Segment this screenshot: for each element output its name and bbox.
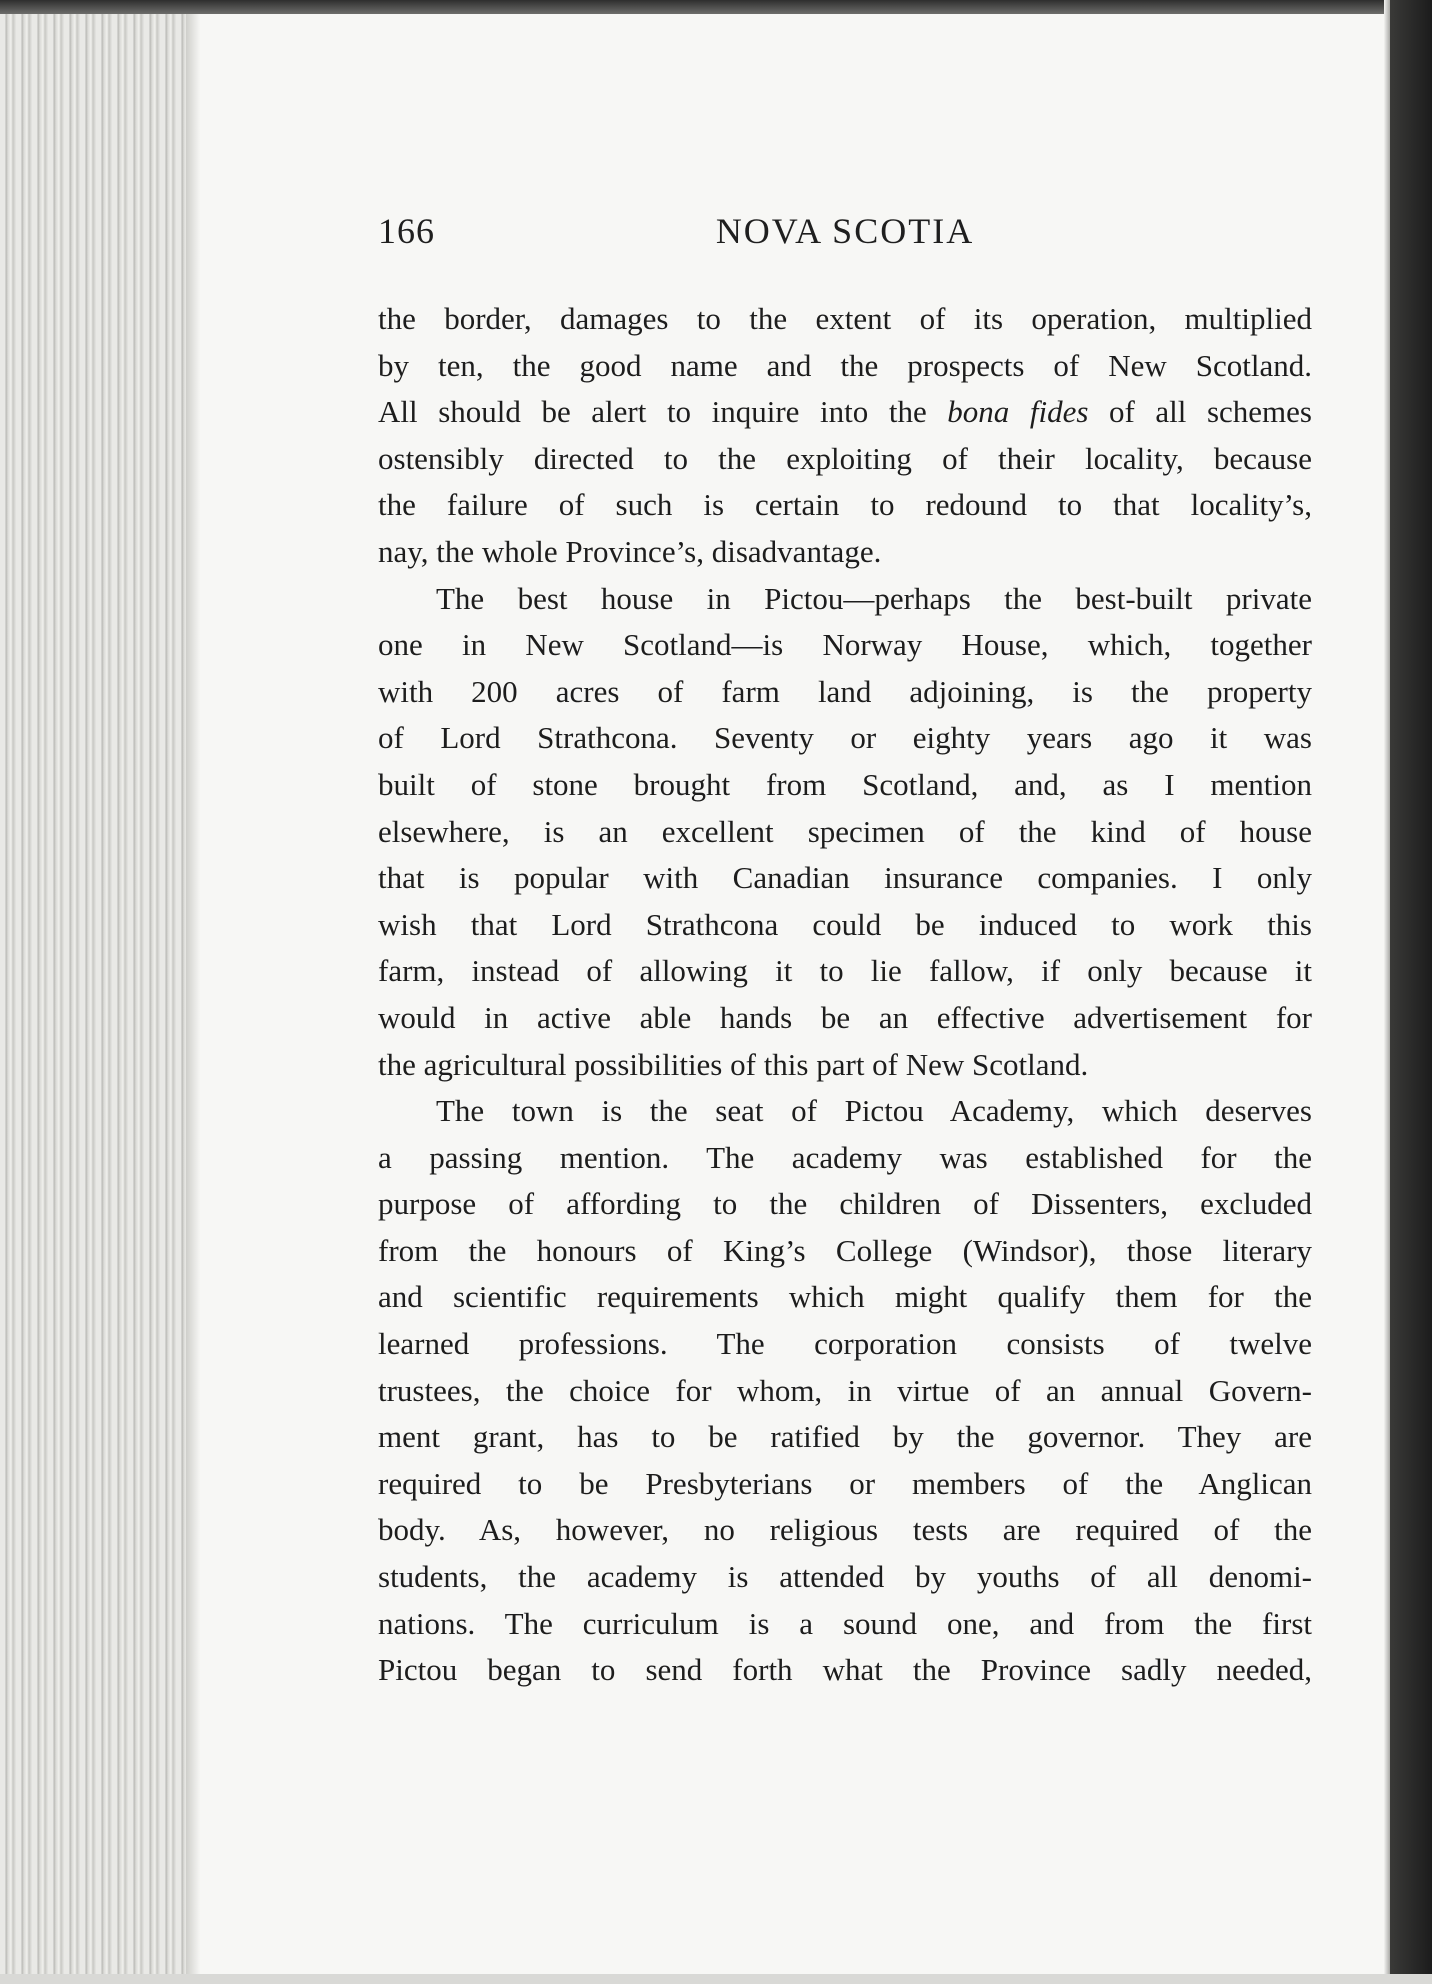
- text-run: of all schemes: [1088, 394, 1312, 430]
- text-line: required to be Presbyterians or members of the Anglican: [378, 1465, 1312, 1501]
- text-line: farm, instead of allowing it to lie fallow, if only because it: [378, 953, 1312, 989]
- text-line: a passing mention. The academy was established for the: [378, 1139, 1312, 1175]
- body-text: [378, 296, 1312, 1694]
- text-line: purpose of affording to the children of Dissenters, excluded: [378, 1186, 1312, 1222]
- text-line: built of stone brought from Scotland, and, as I mention: [378, 766, 1312, 802]
- paragraph: [378, 576, 1312, 1089]
- text-line: one in New Scotland—is Norway House, which, together: [378, 627, 1312, 663]
- scan-bottom-border: [0, 1974, 1432, 1984]
- text-line: learned professions. The corporation consists of twelve: [378, 1326, 1312, 1362]
- book-page-edges: [0, 0, 200, 1984]
- text-line: the agricultural possibilities of this part of New Scotland.: [378, 1046, 1089, 1082]
- scan-top-border: [0, 0, 1432, 14]
- text-line: from the honours of King’s College (Windsor), those literary: [378, 1232, 1312, 1268]
- text-run: All should be alert to inquire into the: [378, 394, 948, 430]
- paragraph: [378, 1088, 1312, 1694]
- paragraph: [378, 296, 1312, 576]
- text-line: The town is the seat of Pictou Academy, which deserves: [436, 1093, 1312, 1129]
- page-number: 166: [378, 211, 435, 251]
- text-line: that is popular with Canadian insurance companies. I only: [378, 860, 1312, 896]
- italic-phrase: bona fides: [947, 394, 1089, 430]
- text-line: elsewhere, is an excellent specimen of the kind of house: [378, 813, 1312, 849]
- text-line: nay, the whole Province’s, disadvantage.: [378, 533, 882, 569]
- book-page: [200, 14, 1384, 1974]
- text-line: ment grant, has to be ratified by the governor. They are: [378, 1419, 1312, 1455]
- text-line: and scientific requirements which might qualify them for the: [378, 1279, 1312, 1315]
- text-line: by ten, the good name and the prospects of New Scotland.: [378, 347, 1312, 383]
- page-header: [378, 210, 1312, 270]
- text-line: ostensibly directed to the exploiting of their locality, because: [378, 440, 1312, 476]
- text-line: Pictou began to send forth what the Province sadly needed,: [378, 1652, 1312, 1688]
- text-line: The best house in Pictou—perhaps the best-built private: [436, 580, 1312, 616]
- text-line: with 200 acres of farm land adjoining, is the property: [378, 673, 1312, 709]
- text-line: the failure of such is certain to redound to that locality’s,: [378, 487, 1312, 523]
- text-line: students, the academy is attended by youths of all denomi-: [378, 1559, 1312, 1595]
- text-line: body. As, however, no religious tests are required of the: [378, 1512, 1312, 1548]
- text-line: the border, damages to the extent of its operation, multiplied: [378, 301, 1312, 336]
- text-line: trustees, the choice for whom, in virtue of an annual Govern-: [378, 1372, 1312, 1408]
- text-line: would in active able hands be an effective advertisement for: [378, 999, 1312, 1035]
- text-line: [378, 389, 1312, 436]
- text-line: nations. The curriculum is a sound one, and from the first: [378, 1605, 1312, 1641]
- text-line: of Lord Strathcona. Seventy or eighty years ago it was: [378, 720, 1312, 756]
- running-head: NOVA SCOTIA: [715, 211, 975, 251]
- text-line: wish that Lord Strathcona could be induced to work this: [378, 906, 1312, 942]
- scan-right-border: [1390, 0, 1432, 1984]
